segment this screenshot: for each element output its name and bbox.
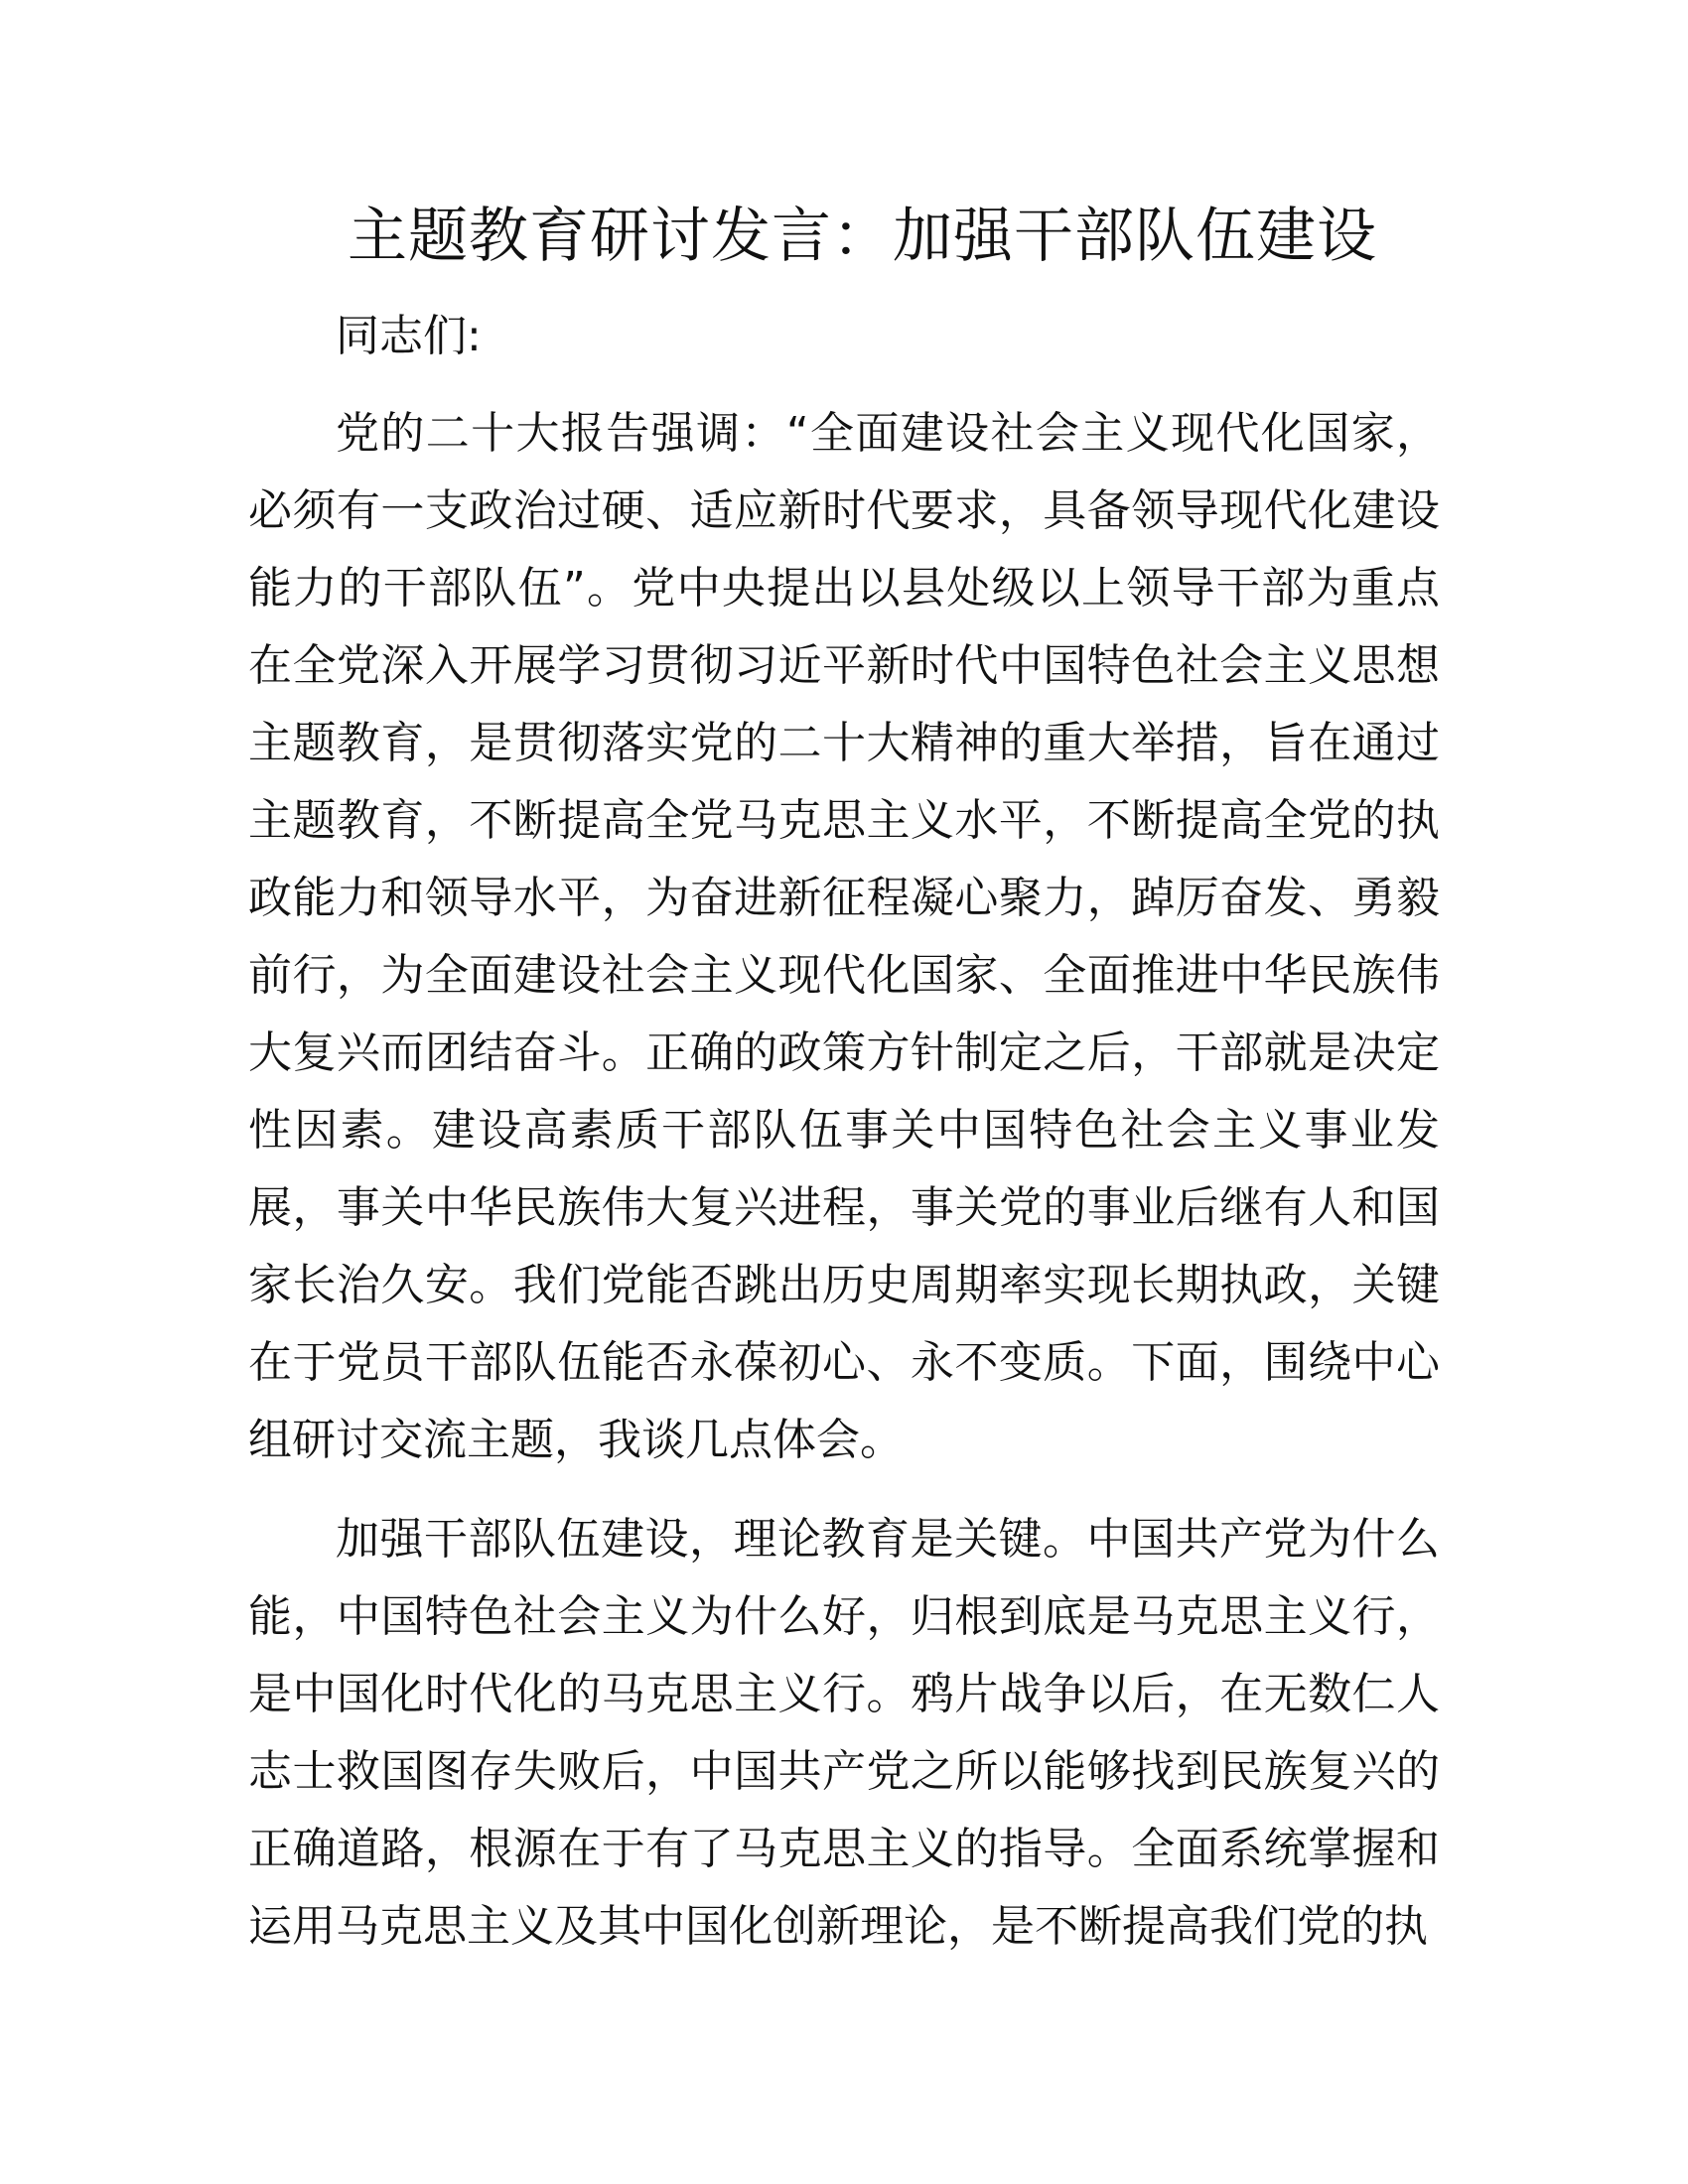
salutation: 同志们: [336,311,482,361]
document-body [248,298,1440,1987]
document-title: 主题教育研讨发言：加强干部队伍建设 [348,202,1377,271]
paragraph-2: 加强干部队伍建设，理论教育是关键。中国共产党为什么能，中国特色社会主义为什么好，归根到底是马克思主义行，是中国化时代化的马克思主义行。鸦片战争以后，在无数仁人志士救国图存失败后，中国共产党之所以能够找到民族复兴的正确道路，根源在于有了马克思主义的指导。全面系统掌握和运用马克思主义及其中国化创新理论，是不断提高我们党的执 [248,1514,1440,1952]
paragraph-1: 党的二十大报告强调：“全面建设社会主义现代化国家，必须有一支政治过硬、适应新时代要求，具备领导现代化建设能力的干部队伍”。党中央提出以县处级以上领导干部为重点在全党深入开展学习贯彻习近平新时代中国特色社会主义思想主题教育，是贯彻落实党的二十大精神的重大举措，旨在通过主题教育，不断提高全党马克思主义水平，不断提高全党的执政能力和领导水平，为奋进新征程凝心聚力，踔厉奋发、勇毅前行，为全面建设社会主义现代化国家、全面推进中华民族伟大复兴而团结奋斗。正确的政策方针制定之后，干部就是决定性因素。建设高素质干部队伍事关中国特色社会主义事业发展，事关中华民族伟大复兴进程，事关党的事业后继有人和国家长治久安。我们党能否跳出历史周期率实现长期执政，关键在于党员干部队伍能否永葆初心、永不变质。下面，围绕中心组研讨交流主题，我谈几点体会。 [248,408,1440,1465]
